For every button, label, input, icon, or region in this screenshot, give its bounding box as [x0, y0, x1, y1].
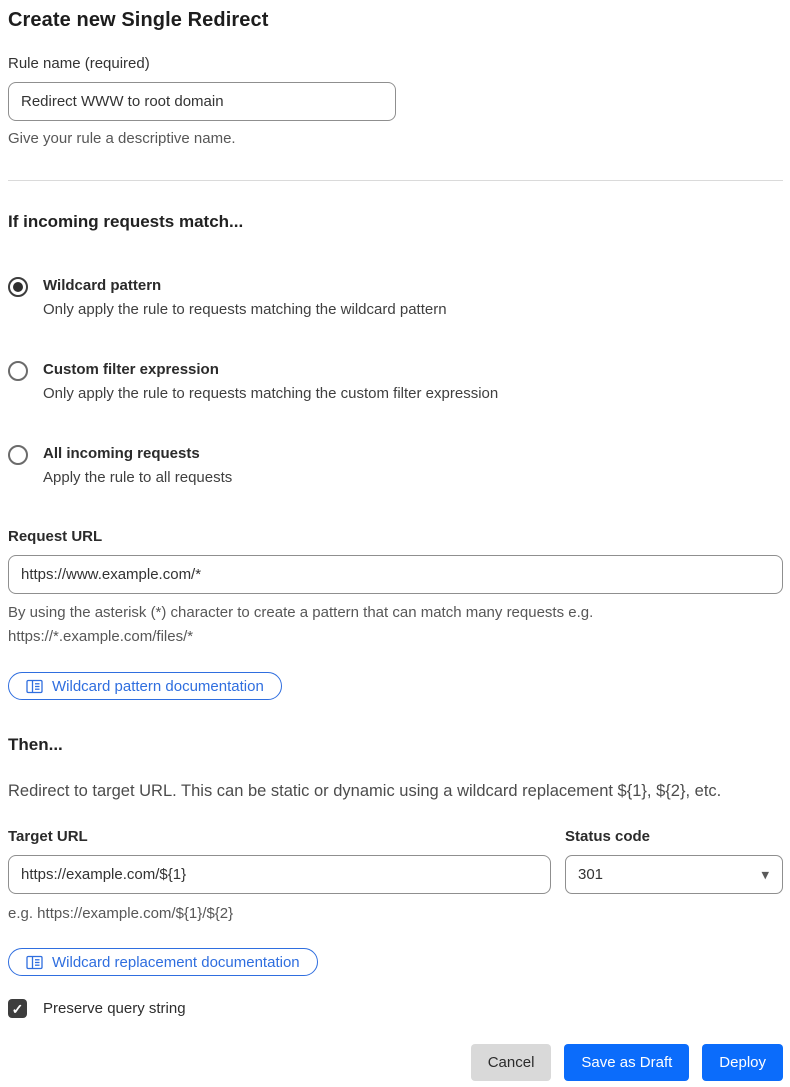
doc-button-label: Wildcard pattern documentation — [52, 677, 264, 695]
target-url-input[interactable] — [8, 855, 551, 894]
wildcard-pattern-docs-button[interactable] — [8, 672, 282, 700]
request-url-help — [8, 601, 783, 649]
rule-name-input[interactable] — [8, 82, 396, 121]
chevron-down-icon: ▾ — [761, 865, 769, 883]
request-url-input[interactable] — [8, 555, 783, 594]
rule-name-help: Give your rule a descriptive name. — [8, 130, 236, 147]
radio-option-wildcard-pattern[interactable] — [8, 276, 783, 319]
deploy-button[interactable]: Deploy — [702, 1044, 783, 1081]
match-section-heading: If incoming requests match... — [8, 212, 244, 231]
target-url-help: e.g. https://example.com/${1}/${2} — [8, 905, 234, 922]
preserve-query-string-label: Preserve query string — [43, 1000, 186, 1017]
open-book-icon — [26, 955, 43, 970]
status-code-value: 301 — [578, 866, 604, 883]
radio-label: All incoming requests — [43, 445, 200, 462]
radio-option-custom-filter-expression[interactable] — [8, 360, 783, 403]
request-url-help-line2: https://*.example.com/files/* — [8, 628, 194, 645]
radio-description: Only apply the rule to requests matching the custom filter expression — [43, 385, 499, 402]
page-title: Create new Single Redirect — [8, 9, 269, 31]
radio-description: Apply the rule to all requests — [43, 469, 233, 486]
checkbox-checked-icon[interactable] — [8, 999, 27, 1018]
status-code-label: Status code — [565, 828, 651, 845]
request-url-label: Request URL — [8, 528, 103, 545]
section-divider — [8, 180, 783, 181]
radio-unselected-icon[interactable] — [8, 361, 28, 381]
radio-unselected-icon[interactable] — [8, 445, 28, 465]
then-section-heading: Then... — [8, 735, 63, 754]
preserve-query-string-row[interactable] — [8, 999, 783, 1018]
rule-name-label: Rule name (required) — [8, 55, 150, 72]
match-radio-group — [8, 276, 783, 487]
save-as-draft-button[interactable]: Save as Draft — [564, 1044, 689, 1081]
radio-option-all-incoming-requests[interactable] — [8, 444, 783, 487]
radio-description: Only apply the rule to requests matching the wildcard pattern — [43, 301, 447, 318]
target-url-label: Target URL — [8, 828, 88, 845]
doc-button-label: Wildcard replacement documentation — [52, 953, 300, 971]
cancel-button[interactable]: Cancel — [471, 1044, 552, 1081]
then-description: Redirect to target URL. This can be static or dynamic using a wildcard replacement ${1}, ${2}, etc. — [8, 782, 722, 800]
footer-actions — [8, 1044, 783, 1081]
check-icon: ✓ — [11, 1000, 24, 1017]
radio-label: Custom filter expression — [43, 361, 219, 378]
radio-label: Wildcard pattern — [43, 277, 162, 294]
radio-selected-icon[interactable] — [8, 277, 28, 297]
open-book-icon — [26, 679, 43, 694]
status-code-select[interactable] — [565, 855, 783, 894]
request-url-help-line1: By using the asterisk (*) character to create a pattern that can match many requests e.g. — [8, 604, 594, 621]
wildcard-replacement-docs-button[interactable] — [8, 948, 318, 976]
